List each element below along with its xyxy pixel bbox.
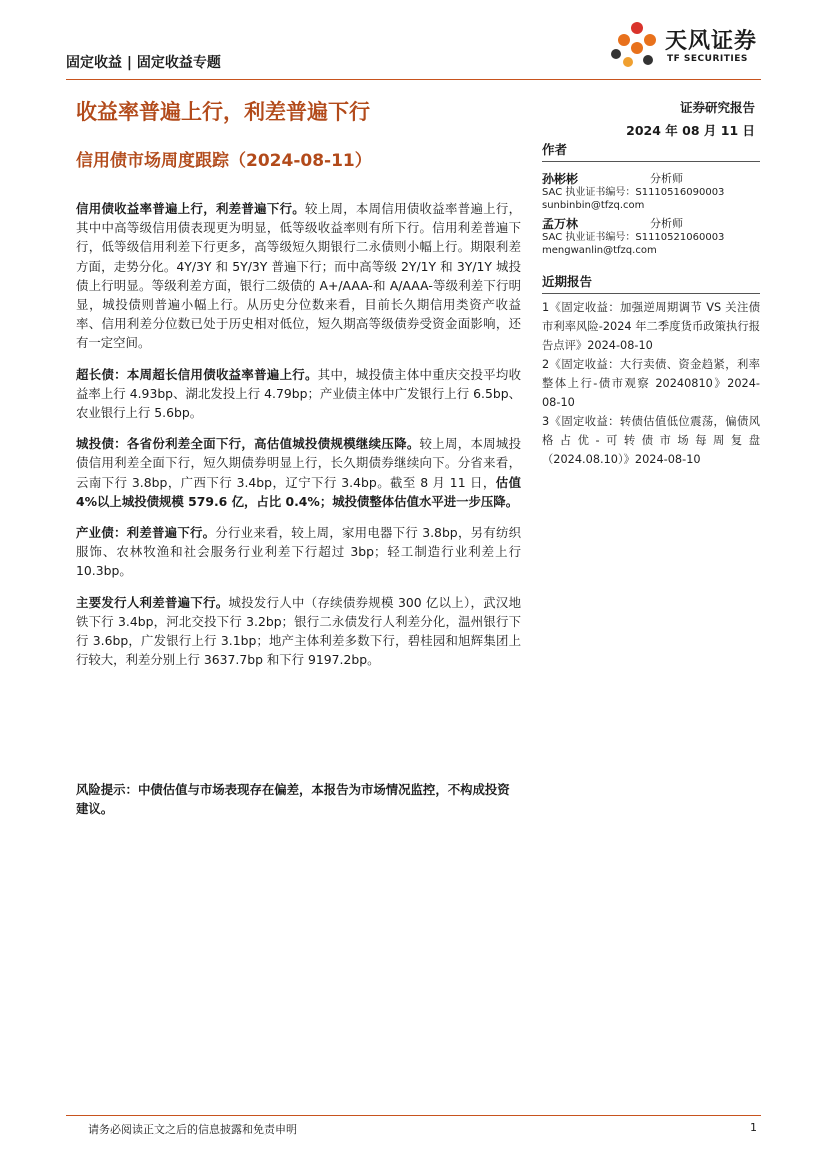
- report-category: 固定收益 | 固定收益专题: [66, 55, 221, 71]
- recent-report-item[interactable]: 1《固定收益：加强逆周期调节 VS 关注债市利率风险-2024 年二季度货币政策执行报告点评》2024-08-10: [542, 301, 760, 352]
- page-number: 1: [750, 1121, 757, 1134]
- author-email[interactable]: sunbinbin@tfzq.com: [542, 200, 645, 211]
- report-subtitle: 信用债市场周度跟踪（2024-08-11）: [76, 151, 372, 171]
- paragraph-lead: 主要发行人利差普遍下行。: [76, 594, 229, 610]
- paragraph-text: 城投发行人中（存续债券规模 300 亿以上），武汉地铁下行 3.4bp，河北交投下行 3.2bp；银行二永债发行人利差分化，温州银行下行 3.6bp，广发银行上行 3.1bp；地产主体利差多数下行，碧桂园和旭辉集团上行较大，利差分别上行 3637.7bp 和下行 9197.2bp。: [76, 594, 522, 668]
- summary-paragraph: [76, 593, 521, 670]
- company-logo: [610, 20, 770, 70]
- author-email[interactable]: mengwanlin@tfzq.com: [542, 245, 657, 256]
- summary-paragraph: [76, 199, 521, 353]
- paragraph-tail: 估值 4%以上城投债规模 579.6 亿，占比 0.4%；城投债整体估值水平进一步压降。: [76, 474, 521, 509]
- header-divider: [66, 79, 761, 80]
- authors-panel: [542, 140, 760, 257]
- report-type: 证券研究报告: [679, 100, 755, 115]
- paragraph-text: 较上周，本周城投债信用利差全面下行，短久期债券明显上行，长久期债券继续向下。分省来看，云南下行 3.8bp，广西下行 3.4bp，辽宁下行 3.4bp。截至 8 月 11 日，: [76, 436, 522, 490]
- report-date: 2024 年 08 月 11 日: [626, 123, 755, 138]
- paragraph-lead: 超长债：本周超长信用债收益率普遍上行。: [76, 366, 318, 382]
- author-name: 孙彬彬: [542, 172, 579, 186]
- author-role: 分析师: [650, 172, 683, 185]
- risk-notice: 风险提示：中债估值与市场表现存在偏差，本报告为市场情况监控，不构成投资建议。: [76, 782, 510, 816]
- recent-reports-heading: 近期报告: [542, 272, 760, 294]
- logo-mark-icon: [610, 20, 664, 70]
- summary-body: [76, 199, 521, 681]
- paragraph-text: 分行业来看，较上周，家用电器下行 3.8bp，另有纺织服饰、农林牧渔和社会服务行业利差下行超过 3bp；轻工制造行业利差上行 10.3bp。: [76, 525, 522, 579]
- author-entry: [542, 170, 760, 212]
- recent-reports-panel: [542, 272, 760, 469]
- recent-report-item[interactable]: 3《固定收益：转债估值低位震荡，偏债风格占优-可转债市场每周复盘（2024.08.10）》2024-08-10: [542, 415, 760, 466]
- summary-paragraph: [76, 365, 521, 423]
- paragraph-lead: 产业债：利差普遍下行。: [76, 525, 216, 541]
- author-sac: SAC 执业证书编号：S1110521060003: [542, 232, 725, 243]
- logo-chinese-text: 天风证券: [665, 29, 758, 54]
- paragraph-text: 较上周，本周信用债收益率普遍上行，其中中高等级信用债表现更为明显，低等级收益率则有所下行。信用利差普遍下行，低等级信用利差下行更多，高等级短久期银行二永债则小幅上行。期限利差方面，走势分化。4Y/3Y 和 5Y/3Y 普遍下行；而中高等级 2Y/1Y 和 3Y/1Y 城投债上行明显。等级利差方面，银行二级债的 A+/AAA-和 A/AAA-等级利差下行明显，城投债则普遍小幅上行。从历史分位数来看，目前长久期信用类资产收益率、信用利差分位数已处于历史相对低位，短久期高等级债券受资金面影响，还有一定空间。: [76, 201, 522, 351]
- footer-disclaimer[interactable]: 请务必阅读正文之后的信息披露和免责申明: [88, 1123, 297, 1136]
- logo-english-text: TF SECURITIES: [667, 54, 748, 64]
- author-sac: SAC 执业证书编号：S1110516090003: [542, 187, 725, 198]
- author-entry: [542, 215, 760, 257]
- author-role: 分析师: [650, 217, 683, 230]
- footer-divider: [66, 1115, 761, 1116]
- summary-paragraph: [76, 523, 521, 581]
- report-title: 收益率普遍上行，利差普遍下行: [76, 100, 370, 124]
- summary-paragraph: [76, 434, 521, 511]
- paragraph-lead: 城投债：各省份利差全面下行，高估值城投债规模继续压降。: [76, 436, 420, 452]
- paragraph-lead: 信用债收益率普遍上行，利差普遍下行。: [76, 201, 306, 216]
- recent-report-item[interactable]: 2《固定收益：大行卖债、资金趋紧，利率整体上行-债市观察 20240810》2024-08-10: [542, 358, 760, 409]
- author-name: 孟万林: [542, 217, 579, 231]
- paragraph-text: 其中，城投债主体中重庆交投平均收益率上行 4.93bp、湖北发投上行 4.79bp；产业债主体中广发银行上行 6.5bp、农业银行上行 5.6bp。: [76, 366, 522, 421]
- authors-heading: 作者: [542, 140, 760, 162]
